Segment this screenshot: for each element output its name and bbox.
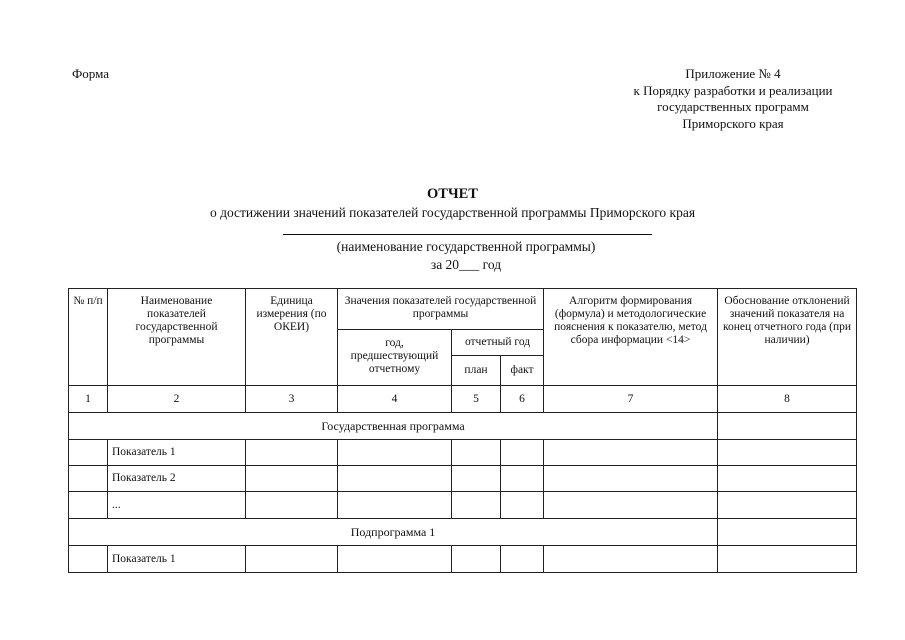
program-name-caption: (наименование государственной программы) — [336, 239, 596, 254]
appendix-line-1: Приложение № 4 — [685, 66, 781, 81]
program-name-blank-line — [283, 234, 652, 235]
table-row — [69, 440, 857, 466]
report-year-line: за 20___ год — [430, 257, 502, 272]
document-subtitle: о достижении значений показателей государственной программы Приморского края — [209, 205, 696, 220]
header-fact: факт — [501, 356, 544, 386]
header-plan: план — [452, 356, 501, 386]
column-number-1: 1 — [69, 386, 108, 413]
table-row — [69, 466, 857, 492]
indicator-name: Показатель 1 — [108, 546, 246, 573]
appendix-line-4: Приморского края — [682, 115, 784, 131]
header-justification: Обоснование отклонений значений показателя на конец отчетного года (при наличии) — [718, 289, 857, 386]
column-number-3: 3 — [246, 386, 338, 413]
column-number-5: 5 — [452, 386, 501, 413]
header-previous-year: год, предшествующий отчетному — [338, 330, 452, 386]
column-number-7: 7 — [544, 386, 718, 413]
table-row — [69, 492, 857, 519]
appendix-block — [612, 66, 854, 132]
column-number-2: 2 — [108, 386, 246, 413]
column-number-6: 6 — [501, 386, 544, 413]
report-table — [68, 288, 857, 573]
column-number-8: 8 — [718, 386, 857, 413]
header-number: № п/п — [69, 289, 108, 386]
column-number-4: 4 — [338, 386, 452, 413]
appendix-line-3: государственных программ — [657, 99, 809, 114]
indicator-name: Показатель 2 — [108, 466, 246, 492]
indicator-name: ... — [108, 492, 246, 519]
table-row — [69, 546, 857, 573]
indicator-name: Показатель 1 — [108, 440, 246, 466]
section-subprogram-extra-cell — [718, 519, 857, 546]
section-subprogram: Подпрограмма 1 — [69, 519, 718, 546]
header-algorithm: Алгоритм формирования (формула) и методологические пояснения к показателю, метод сбора информации <14> — [544, 289, 718, 386]
section-state-program-extra-cell — [718, 413, 857, 440]
header-values-group: Значения показателей государственной программы — [338, 289, 544, 330]
section-state-program: Государственная программа — [69, 413, 718, 440]
appendix-line-2: к Порядку разработки и реализации — [633, 82, 833, 98]
form-label: Форма — [72, 66, 109, 81]
header-indicator-name: Наименование показателей государственной программы — [108, 289, 246, 386]
document-title: ОТЧЕТ — [427, 186, 478, 202]
header-unit: Единица измерения (по ОКЕИ) — [246, 289, 338, 386]
header-reporting-year: отчетный год — [452, 330, 544, 356]
